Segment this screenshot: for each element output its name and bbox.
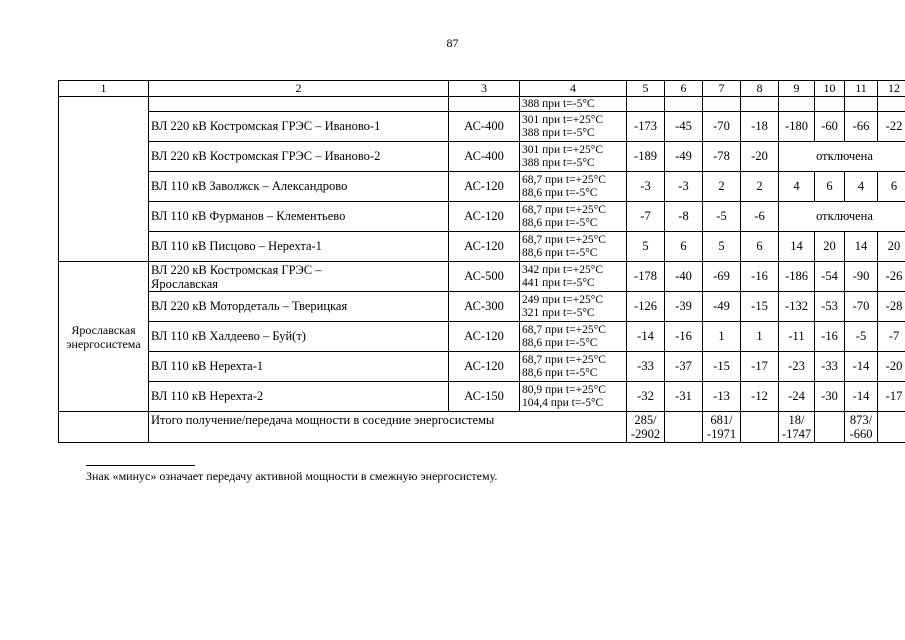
header-cell: 2 bbox=[149, 81, 449, 97]
line-name: ВЛ 220 кВ Мотордеталь – Тверицкая bbox=[149, 292, 449, 322]
value-cell: -28 bbox=[878, 292, 905, 322]
value-cell: 6 bbox=[878, 172, 905, 202]
total-value: 285/ -2902 bbox=[627, 412, 665, 443]
header-cell: 12 bbox=[878, 81, 905, 97]
ampacity-cell: 80,9 при t=+25°C 104,4 при t=-5°C bbox=[520, 382, 627, 412]
table-row bbox=[59, 352, 905, 382]
value-cell: -17 bbox=[878, 382, 905, 412]
value-cell: 4 bbox=[845, 172, 878, 202]
ampacity-cell: 68,7 при t=+25°C 88,6 при t=-5°C bbox=[520, 202, 627, 232]
table-row bbox=[59, 202, 905, 232]
value-cell: 20 bbox=[815, 232, 845, 262]
ampacity-cell: 68,7 при t=+25°C 88,6 при t=-5°C bbox=[520, 172, 627, 202]
table-row bbox=[59, 382, 905, 412]
value-cell: -14 bbox=[627, 322, 665, 352]
value-cell: 6 bbox=[665, 232, 703, 262]
table-row bbox=[59, 172, 905, 202]
wire-type: АС-120 bbox=[449, 232, 520, 262]
value-cell: -126 bbox=[627, 292, 665, 322]
value-cell: -5 bbox=[845, 322, 878, 352]
value-cell: -18 bbox=[741, 112, 779, 142]
value-cell: -22 bbox=[878, 112, 905, 142]
disconnected-label: отключена bbox=[779, 202, 905, 232]
value-cell: -16 bbox=[815, 322, 845, 352]
value-cell: -186 bbox=[779, 262, 815, 292]
ampacity-cell: 68,7 при t=+25°C 88,6 при t=-5°C bbox=[520, 322, 627, 352]
value-cell: -5 bbox=[703, 202, 741, 232]
value-cell: -3 bbox=[627, 172, 665, 202]
value-cell: -3 bbox=[665, 172, 703, 202]
header-row bbox=[59, 81, 905, 97]
value-cell: 5 bbox=[703, 232, 741, 262]
value-cell: 2 bbox=[703, 172, 741, 202]
value-cell: -30 bbox=[815, 382, 845, 412]
line-name: ВЛ 110 кВ Фурманов – Клементьево bbox=[149, 202, 449, 232]
table-row bbox=[59, 262, 905, 292]
line-name: ВЛ 220 кВ Костромская ГРЭС – Иваново-2 bbox=[149, 142, 449, 172]
ampacity-cell: 301 при t=+25°C 388 при t=-5°C bbox=[520, 112, 627, 142]
line-name: ВЛ 110 кВ Нерехта-2 bbox=[149, 382, 449, 412]
disconnected-label: отключена bbox=[779, 142, 905, 172]
value-cell: -20 bbox=[741, 142, 779, 172]
value-cell: -6 bbox=[741, 202, 779, 232]
value-cell: -15 bbox=[703, 352, 741, 382]
header-cell: 10 bbox=[815, 81, 845, 97]
value-cell: -70 bbox=[845, 292, 878, 322]
value-cell: -189 bbox=[627, 142, 665, 172]
system-cell-empty bbox=[59, 97, 149, 262]
table-row bbox=[59, 292, 905, 322]
total-row bbox=[59, 412, 905, 443]
value-cell: -66 bbox=[845, 112, 878, 142]
total-label: Итого получение/передача мощности в соседние энергосистемы bbox=[149, 412, 627, 443]
value-cell: -54 bbox=[815, 262, 845, 292]
ampacity-cell: 388 при t=-5°C bbox=[520, 97, 627, 112]
header-cell: 9 bbox=[779, 81, 815, 97]
value-cell: -60 bbox=[815, 112, 845, 142]
wire-type: АС-120 bbox=[449, 322, 520, 352]
power-flow-table bbox=[58, 80, 905, 443]
value-cell: -173 bbox=[627, 112, 665, 142]
total-value: 873/ -660 bbox=[845, 412, 878, 443]
value-cell: -12 bbox=[741, 382, 779, 412]
value-cell: 14 bbox=[779, 232, 815, 262]
value-cell: -33 bbox=[815, 352, 845, 382]
value-cell: 2 bbox=[741, 172, 779, 202]
value-cell: 5 bbox=[627, 232, 665, 262]
ampacity-cell: 68,7 при t=+25°C 88,6 при t=-5°C bbox=[520, 352, 627, 382]
value-cell: 14 bbox=[845, 232, 878, 262]
value-cell: 1 bbox=[703, 322, 741, 352]
wire-type: АС-150 bbox=[449, 382, 520, 412]
table-row bbox=[59, 322, 905, 352]
value-cell: -90 bbox=[845, 262, 878, 292]
value-cell: -37 bbox=[665, 352, 703, 382]
line-name: ВЛ 110 кВ Заволжск – Александрово bbox=[149, 172, 449, 202]
value-cell: -14 bbox=[845, 352, 878, 382]
wire-type: АС-500 bbox=[449, 262, 520, 292]
header-cell: 5 bbox=[627, 81, 665, 97]
value-cell: 6 bbox=[815, 172, 845, 202]
value-cell: -180 bbox=[779, 112, 815, 142]
header-cell: 4 bbox=[520, 81, 627, 97]
header-cell: 8 bbox=[741, 81, 779, 97]
table-row bbox=[59, 97, 905, 112]
total-value: 18/ -1747 bbox=[779, 412, 815, 443]
energy-system-label: Ярославская энергосистема bbox=[59, 262, 149, 412]
ampacity-cell: 68,7 при t=+25°C 88,6 при t=-5°C bbox=[520, 232, 627, 262]
header-cell: 1 bbox=[59, 81, 149, 97]
value-cell: -16 bbox=[741, 262, 779, 292]
value-cell: -69 bbox=[703, 262, 741, 292]
value-cell: -8 bbox=[665, 202, 703, 232]
footnote-divider bbox=[86, 465, 195, 466]
total-value: 681/ -1971 bbox=[703, 412, 741, 443]
ampacity-cell: 342 при t=+25°C 441 при t=-5°C bbox=[520, 262, 627, 292]
value-cell: -45 bbox=[665, 112, 703, 142]
value-cell: -78 bbox=[703, 142, 741, 172]
value-cell: -17 bbox=[741, 352, 779, 382]
header-cell: 11 bbox=[845, 81, 878, 97]
line-name: ВЛ 220 кВ Костромская ГРЭС – Ярославская bbox=[149, 262, 449, 292]
value-cell: -24 bbox=[779, 382, 815, 412]
table-row bbox=[59, 142, 905, 172]
table-row bbox=[59, 232, 905, 262]
value-cell: -32 bbox=[627, 382, 665, 412]
line-name: ВЛ 110 кВ Халдеево – Буй(т) bbox=[149, 322, 449, 352]
value-cell: -40 bbox=[665, 262, 703, 292]
header-cell: 6 bbox=[665, 81, 703, 97]
page-number: 87 bbox=[446, 36, 459, 50]
value-cell: -7 bbox=[878, 322, 905, 352]
value-cell: -70 bbox=[703, 112, 741, 142]
value-cell: 6 bbox=[741, 232, 779, 262]
wire-type: АС-400 bbox=[449, 112, 520, 142]
value-cell: -16 bbox=[665, 322, 703, 352]
wire-type: АС-120 bbox=[449, 172, 520, 202]
value-cell: 4 bbox=[779, 172, 815, 202]
footnote: Знак «минус» означает передачу активной мощности в смежную энергосистему. bbox=[86, 469, 498, 483]
header-cell: 3 bbox=[449, 81, 520, 97]
wire-type: АС-120 bbox=[449, 202, 520, 232]
value-cell: -31 bbox=[665, 382, 703, 412]
wire-type: АС-300 bbox=[449, 292, 520, 322]
table-row bbox=[59, 112, 905, 142]
value-cell: -49 bbox=[703, 292, 741, 322]
value-cell: -15 bbox=[741, 292, 779, 322]
line-name: ВЛ 110 кВ Писцово – Нерехта-1 bbox=[149, 232, 449, 262]
ampacity-cell: 301 при t=+25°C 388 при t=-5°C bbox=[520, 142, 627, 172]
ampacity-cell: 249 при t=+25°C 321 при t=-5°C bbox=[520, 292, 627, 322]
value-cell: -26 bbox=[878, 262, 905, 292]
value-cell: 20 bbox=[878, 232, 905, 262]
value-cell: -49 bbox=[665, 142, 703, 172]
value-cell: -23 bbox=[779, 352, 815, 382]
value-cell: -20 bbox=[878, 352, 905, 382]
value-cell: -132 bbox=[779, 292, 815, 322]
value-cell: -33 bbox=[627, 352, 665, 382]
value-cell: -11 bbox=[779, 322, 815, 352]
wire-type: АС-400 bbox=[449, 142, 520, 172]
value-cell: -53 bbox=[815, 292, 845, 322]
header-cell: 7 bbox=[703, 81, 741, 97]
value-cell: -7 bbox=[627, 202, 665, 232]
line-name: ВЛ 110 кВ Нерехта-1 bbox=[149, 352, 449, 382]
value-cell: -39 bbox=[665, 292, 703, 322]
value-cell: 1 bbox=[741, 322, 779, 352]
value-cell: -14 bbox=[845, 382, 878, 412]
value-cell: -178 bbox=[627, 262, 665, 292]
value-cell: -13 bbox=[703, 382, 741, 412]
wire-type: АС-120 bbox=[449, 352, 520, 382]
line-name: ВЛ 220 кВ Костромская ГРЭС – Иваново-1 bbox=[149, 112, 449, 142]
